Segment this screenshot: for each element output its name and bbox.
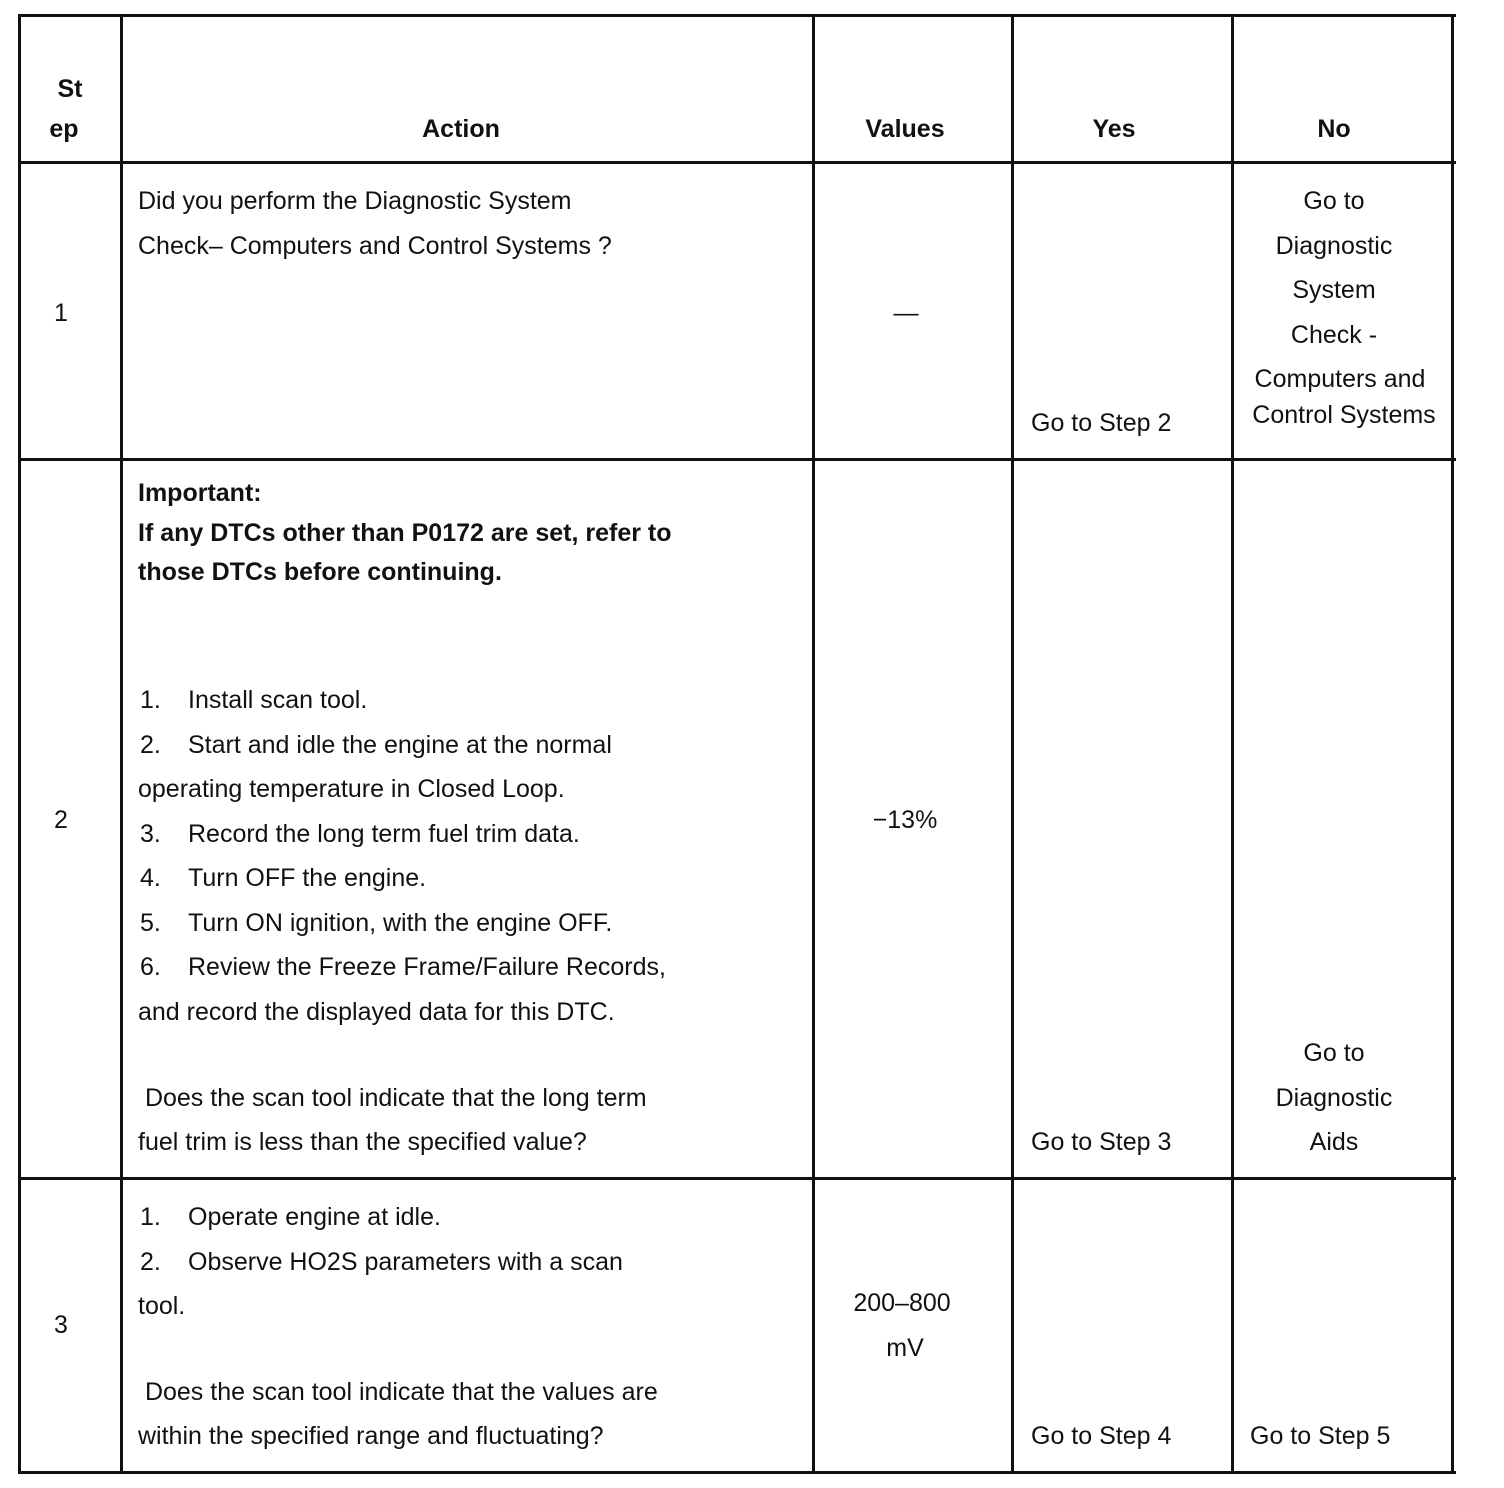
- row-1-no-line-1: Go to: [1303, 187, 1365, 215]
- row-1-divider: [18, 458, 1456, 461]
- row-3-step-item-2-number: 2.: [140, 1248, 161, 1276]
- row-2-no-line-3: Aids: [1309, 1128, 1359, 1156]
- row-1-yes: Go to Step 2: [1031, 409, 1172, 437]
- header-step-line-2: ep: [49, 115, 79, 143]
- row-2-divider: [18, 1177, 1456, 1180]
- row-2-question-line-1: Does the scan tool indicate that the long term: [138, 1084, 647, 1112]
- row-2-no-line-2: Diagnostic: [1275, 1084, 1393, 1112]
- row-1-no-line-4: Check -: [1290, 321, 1378, 349]
- table-border-top: [18, 14, 1456, 17]
- row-2-step-item-3: [140, 812, 580, 857]
- row-3-step-item-2-continued: tool.: [138, 1292, 186, 1320]
- row-2-step-item-1-text: Install scan tool.: [188, 686, 368, 714]
- row-2-step-item-4-number: 4.: [140, 864, 161, 892]
- row-2-step-item-6: [140, 945, 666, 990]
- row-2-value: −13%: [872, 806, 938, 834]
- row-2-step-item-2-number: 2.: [140, 731, 161, 759]
- row-3-step: 3: [54, 1311, 68, 1339]
- row-3-step-item-1-number: 1.: [140, 1203, 161, 1231]
- row-1-no-line-3: System: [1292, 276, 1376, 304]
- row-2-step-item-6-number: 6.: [140, 953, 161, 981]
- row-2-step-item-5-text: Turn ON ignition, with the engine OFF.: [188, 909, 613, 937]
- header-step-line-1: St: [57, 75, 83, 103]
- row-3-question-line-2: within the specified range and fluctuating?: [138, 1422, 604, 1450]
- row-2-no-line-1: Go to: [1303, 1039, 1365, 1067]
- row-1-action-line-1: Did you perform the Diagnostic System: [138, 187, 572, 215]
- row-1-no-line-2: Diagnostic: [1275, 232, 1393, 260]
- row-1-no-line-5: Computers and: [1254, 365, 1426, 393]
- row-2-step-item-2-text: Start and idle the engine at the normal: [188, 731, 612, 759]
- row-2-step-item-2: [140, 723, 612, 768]
- column-divider-values: [1011, 15, 1014, 1474]
- row-2-important-label: Important:: [138, 479, 262, 507]
- table-border-bottom: [18, 1471, 1456, 1474]
- row-2-step-item-6-continued: and record the displayed data for this DTC.: [138, 998, 615, 1026]
- row-2-step-item-5: [140, 901, 612, 946]
- row-2-important-line-1: If any DTCs other than P0172 are set, refer to: [138, 519, 672, 547]
- header-yes: Yes: [1092, 115, 1136, 143]
- table-border-left: [18, 15, 21, 1474]
- row-1-step: 1: [54, 299, 68, 327]
- row-3-no: Go to Step 5: [1250, 1422, 1391, 1450]
- row-3-value-line-2: mV: [886, 1334, 924, 1362]
- row-1-action-line-2: Check– Computers and Control Systems ?: [138, 232, 612, 260]
- header-no: No: [1317, 115, 1351, 143]
- row-2-step-item-4: [140, 856, 426, 901]
- header-action: Action: [422, 115, 500, 143]
- row-3-step-item-2: [140, 1240, 623, 1285]
- row-2-yes: Go to Step 3: [1031, 1128, 1172, 1156]
- row-2-step-item-3-number: 3.: [140, 820, 161, 848]
- row-1-no-line-6: Control Systems: [1252, 401, 1436, 429]
- row-1-value: —: [893, 299, 919, 327]
- row-2-step-item-1-number: 1.: [140, 686, 161, 714]
- row-3-question-line-1: Does the scan tool indicate that the values are: [138, 1378, 658, 1406]
- row-2-step-item-4-text: Turn OFF the engine.: [188, 864, 427, 892]
- column-divider-step: [120, 15, 123, 1474]
- row-2-question-line-2: fuel trim is less than the specified value?: [138, 1128, 587, 1156]
- row-2-step: 2: [54, 806, 68, 834]
- row-2-important-line-2: those DTCs before continuing.: [138, 558, 502, 586]
- row-3-yes: Go to Step 4: [1031, 1422, 1172, 1450]
- row-2-step-item-2-continued: operating temperature in Closed Loop.: [138, 775, 565, 803]
- column-divider-action: [812, 15, 815, 1474]
- row-3-step-item-2-text: Observe HO2S parameters with a scan: [188, 1248, 623, 1276]
- row-3-value-line-1: 200–800: [853, 1289, 951, 1317]
- row-2-step-item-5-number: 5.: [140, 909, 161, 937]
- row-2-step-item-3-text: Record the long term fuel trim data.: [188, 820, 580, 848]
- row-2-step-item-1: [140, 678, 367, 723]
- row-3-step-item-1-text: Operate engine at idle.: [188, 1203, 441, 1231]
- table-border-right: [1451, 15, 1454, 1474]
- row-2-step-item-6-text: Review the Freeze Frame/Failure Records,: [188, 953, 666, 981]
- header-values: Values: [865, 115, 945, 143]
- row-3-step-item-1: [140, 1195, 441, 1240]
- header-row-divider: [18, 161, 1456, 164]
